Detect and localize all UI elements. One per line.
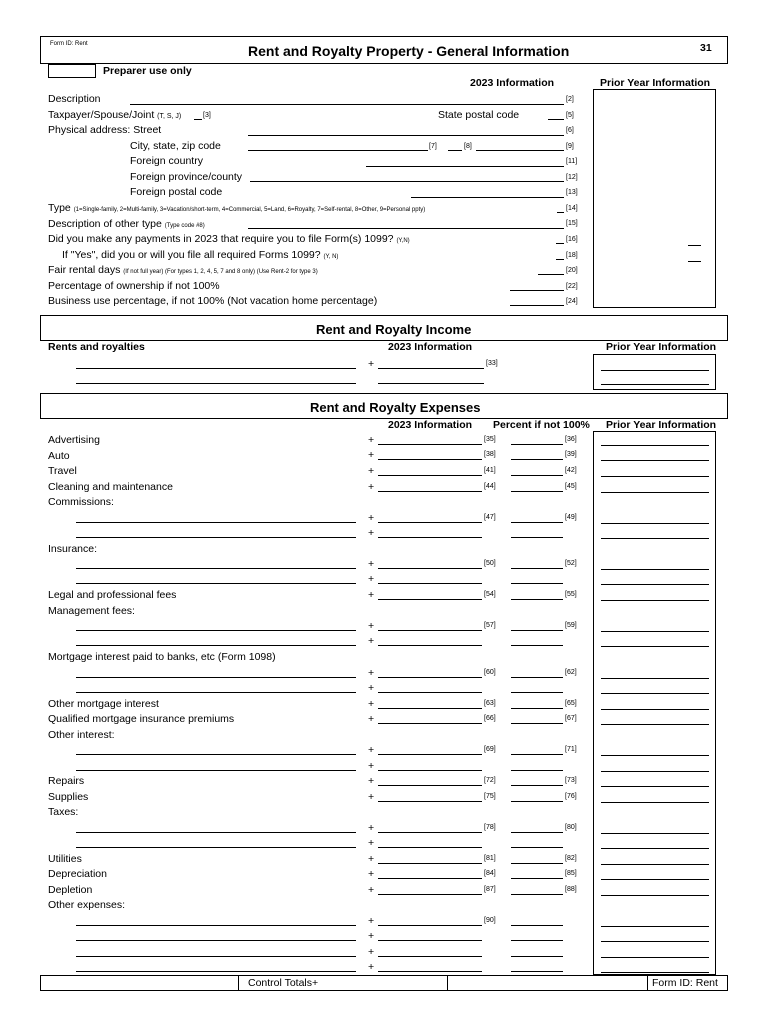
ref-11: [11] — [566, 158, 578, 165]
expense-advertising: Advertising — [48, 434, 100, 446]
expense-pct-field[interactable] — [511, 847, 563, 848]
footer-divider-1 — [238, 975, 239, 991]
expense-ref-a: [69] — [484, 746, 496, 753]
foreign-country-label: Foreign country — [130, 155, 203, 167]
expense-pct-field[interactable] — [511, 583, 563, 584]
expense-ref-a: [81] — [484, 855, 496, 862]
expense-prior-field[interactable] — [601, 709, 709, 710]
plus-sign: + — [368, 853, 375, 865]
plus-sign: + — [368, 915, 375, 927]
expense-prior-field[interactable] — [601, 445, 709, 446]
expense-ref-a: [41] — [484, 467, 496, 474]
expense-prior-field[interactable] — [601, 879, 709, 880]
expense-desc-field[interactable] — [76, 522, 356, 523]
expense-prior-field[interactable] — [601, 848, 709, 849]
ref-16: [16] — [566, 236, 578, 243]
expense-desc-field[interactable] — [76, 770, 356, 771]
expense-ref-a: [87] — [484, 886, 496, 893]
expense-ref-a: [75] — [484, 793, 496, 800]
plus-sign: + — [368, 512, 375, 524]
plus-sign: + — [368, 667, 375, 679]
expense-amount-field[interactable] — [378, 583, 482, 584]
expense-ref-a: [57] — [484, 622, 496, 629]
expense-amount-field[interactable] — [378, 522, 482, 523]
footer-form-id: Form ID: Rent — [652, 977, 718, 989]
fair-rental-days-text: Fair rental days — [48, 264, 121, 276]
expense-ref-b: [71] — [565, 746, 577, 753]
plus-sign: + — [368, 884, 375, 896]
expense-ref-a: [44] — [484, 483, 496, 490]
expense-amount-field[interactable] — [378, 847, 482, 848]
expense-pct-field[interactable] — [511, 645, 563, 646]
ref-24: [24] — [566, 298, 578, 305]
expense-pct-field[interactable] — [511, 444, 563, 445]
income-prior-1[interactable] — [601, 370, 709, 371]
state-postal-label: State postal code — [438, 109, 520, 121]
expense-prior-field[interactable] — [601, 972, 709, 973]
income-plus-1: + — [368, 358, 375, 370]
expense-ref-b: [55] — [565, 591, 577, 598]
expense-amount-field[interactable] — [378, 878, 482, 879]
expense-insurance: Insurance: — [48, 543, 98, 555]
expense-amount-field[interactable] — [378, 537, 482, 538]
plus-sign: + — [368, 961, 375, 973]
expense-ref-b: [36] — [565, 436, 577, 443]
expense-amount-field[interactable] — [378, 801, 482, 802]
expense-prior-field[interactable] — [601, 600, 709, 601]
expense-taxes: Taxes: — [48, 806, 79, 818]
expenses-prior-column — [593, 431, 716, 975]
ref-2: [2] — [566, 96, 574, 103]
expense-ref-a: [54] — [484, 591, 496, 598]
expense-amount-field[interactable] — [378, 894, 482, 895]
expense-amount-field[interactable] — [378, 785, 482, 786]
ref-18: [18] — [566, 252, 578, 259]
plus-sign: + — [368, 775, 375, 787]
expense-ref-a: [90] — [484, 917, 496, 924]
expense-prior-field[interactable] — [601, 941, 709, 942]
ref-9: [9] — [566, 143, 574, 150]
prior-if-yes-field[interactable] — [688, 261, 701, 262]
expense-mortgage-banks: Mortgage interest paid to banks, etc (Form 1098) — [48, 651, 276, 663]
expense-pct-field[interactable] — [511, 770, 563, 771]
expense-pct-field[interactable] — [511, 692, 563, 693]
page-title: Rent and Royalty Property - General Information — [248, 43, 570, 59]
city-field[interactable] — [248, 150, 428, 151]
plus-sign: + — [368, 713, 375, 725]
pct-ownership-label: Percentage of ownership if not 100% — [48, 280, 220, 292]
expense-ref-b: [65] — [565, 700, 577, 707]
expense-desc-field[interactable] — [76, 537, 356, 538]
expense-cleaning: Cleaning and maintenance — [48, 481, 173, 493]
description-field[interactable] — [130, 104, 564, 105]
ref-20: [20] — [566, 267, 578, 274]
footer-box — [40, 975, 728, 991]
expense-prior-field[interactable] — [601, 538, 709, 539]
type-field[interactable] — [557, 212, 564, 213]
plus-sign: + — [368, 682, 375, 694]
rents-royalties-header: Rents and royalties — [48, 341, 145, 353]
expense-ref-b: [62] — [565, 669, 577, 676]
expense-ref-a: [38] — [484, 451, 496, 458]
expense-prior-field[interactable] — [601, 646, 709, 647]
taxpayer-spouse-label — [48, 109, 181, 121]
expense-amount-field[interactable] — [378, 925, 482, 926]
expense-ref-b: [59] — [565, 622, 577, 629]
expense-pct-field[interactable] — [511, 537, 563, 538]
footer-divider-2 — [447, 975, 448, 991]
expense-other-mortgage: Other mortgage interest — [48, 698, 159, 710]
plus-sign: + — [368, 791, 375, 803]
expense-amount-field[interactable] — [378, 723, 482, 724]
expense-prior-field[interactable] — [601, 864, 709, 865]
expense-pct-field[interactable] — [511, 491, 563, 492]
expense-pct-field[interactable] — [511, 475, 563, 476]
preparer-use-label: Preparer use only — [103, 65, 192, 77]
expense-prior-field[interactable] — [601, 833, 709, 834]
expense-amount-field[interactable] — [378, 491, 482, 492]
form-id: Form ID: Rent — [50, 41, 88, 47]
expense-ref-a: [78] — [484, 824, 496, 831]
plus-sign: + — [368, 698, 375, 710]
payments-1099-codes: (Y,N) — [396, 238, 410, 244]
expense-desc-field[interactable] — [76, 832, 356, 833]
expense-desc-field[interactable] — [76, 630, 356, 631]
expense-amount-field[interactable] — [378, 971, 482, 972]
expense-ref-b: [52] — [565, 560, 577, 567]
desc-other-type-field[interactable] — [248, 228, 564, 229]
type-codes: (1=Single-family, 2=Multi-family, 3=Vacation/short-term, 4=Commercial, 5=Land, 6=Royalty, 7=Self-rental, 8=Other, 9=Personal ppty) — [73, 207, 426, 213]
prior-payments-1099-field[interactable] — [688, 245, 701, 246]
ref-8: [8] — [464, 143, 472, 150]
plus-sign: + — [368, 837, 375, 849]
taxpayer-spouse-field[interactable] — [194, 119, 202, 120]
expense-ref-b: [42] — [565, 467, 577, 474]
expense-pct-field[interactable] — [511, 677, 563, 678]
expenses-col-2023: 2023 Information — [388, 419, 473, 431]
foreign-postal-field[interactable] — [411, 197, 564, 198]
plus-sign: + — [368, 558, 375, 570]
preparer-use-box[interactable] — [48, 64, 96, 78]
expense-pct-field[interactable] — [511, 863, 563, 864]
expense-amount-field[interactable] — [378, 956, 482, 957]
expense-prior-field[interactable] — [601, 584, 709, 585]
ref-13: [13] — [566, 189, 578, 196]
foreign-postal-label: Foreign postal code — [130, 186, 223, 198]
col-2023-header: 2023 Information — [470, 77, 555, 89]
expense-prior-field[interactable] — [601, 460, 709, 461]
expense-prior-field[interactable] — [601, 492, 709, 493]
expense-repairs: Repairs — [48, 775, 85, 787]
physical-address-label: Physical address: Street — [48, 124, 162, 136]
ref-22: [22] — [566, 283, 578, 290]
foreign-province-label: Foreign province/county — [130, 171, 243, 183]
expense-ref-a: [50] — [484, 560, 496, 567]
expenses-col-pct: Percent if not 100% — [493, 419, 590, 431]
expense-desc-field[interactable] — [76, 645, 356, 646]
expense-qualified-mortgage: Qualified mortgage insurance premiums — [48, 713, 235, 725]
business-use-field[interactable] — [510, 305, 564, 306]
expense-management: Management fees: — [48, 605, 135, 617]
expense-amount-field[interactable] — [378, 754, 482, 755]
expense-amount-field[interactable] — [378, 459, 482, 460]
expense-amount-field[interactable] — [378, 568, 482, 569]
expense-ref-a: [63] — [484, 700, 496, 707]
expense-other: Other expenses: — [48, 899, 126, 911]
expense-prior-field[interactable] — [601, 802, 709, 803]
expense-amount-field[interactable] — [378, 832, 482, 833]
state-field[interactable] — [448, 150, 462, 151]
expense-pct-field[interactable] — [511, 568, 563, 569]
expense-pct-field[interactable] — [511, 599, 563, 600]
expense-prior-field[interactable] — [601, 926, 709, 927]
if-yes-codes: (Y, N) — [323, 254, 339, 260]
expense-supplies: Supplies — [48, 791, 89, 803]
expense-prior-field[interactable] — [601, 957, 709, 958]
ref-3: [3] — [203, 112, 211, 119]
expense-ref-a: [66] — [484, 715, 496, 722]
plus-sign: + — [368, 434, 375, 446]
expense-prior-field[interactable] — [601, 755, 709, 756]
expense-amount-field[interactable] — [378, 940, 482, 941]
expense-pct-field[interactable] — [511, 940, 563, 941]
plus-sign: + — [368, 449, 375, 461]
expense-prior-field[interactable] — [601, 523, 709, 524]
expense-pct-field[interactable] — [511, 894, 563, 895]
if-yes-text: If "Yes", did you or will you file all required Forms 1099? — [62, 249, 321, 261]
expense-prior-field[interactable] — [601, 631, 709, 632]
expense-other-interest: Other interest: — [48, 729, 115, 741]
ref-33: [33] — [486, 360, 498, 367]
plus-sign: + — [368, 481, 375, 493]
expense-legal: Legal and professional fees — [48, 589, 177, 601]
expense-pct-field[interactable] — [511, 878, 563, 879]
expense-prior-field[interactable] — [601, 724, 709, 725]
plus-sign: + — [368, 620, 375, 632]
desc-other-type-label — [48, 218, 205, 230]
expense-depreciation: Depreciation — [48, 868, 107, 880]
expense-pct-field[interactable] — [511, 971, 563, 972]
expenses-col-prior: Prior Year Information — [606, 419, 717, 431]
expense-desc-field[interactable] — [76, 940, 356, 941]
expense-prior-field[interactable] — [601, 476, 709, 477]
expense-pct-field[interactable] — [511, 723, 563, 724]
expense-ref-b: [88] — [565, 886, 577, 893]
plus-sign: + — [368, 465, 375, 477]
expense-prior-field[interactable] — [601, 678, 709, 679]
expense-ref-b: [73] — [565, 777, 577, 784]
street-field[interactable] — [248, 135, 564, 136]
expense-desc-field[interactable] — [76, 956, 356, 957]
expense-travel: Travel — [48, 465, 77, 477]
income-desc-2[interactable] — [76, 383, 356, 384]
expense-pct-field[interactable] — [511, 754, 563, 755]
plus-sign: + — [368, 635, 375, 647]
plus-sign: + — [368, 573, 375, 585]
expense-amount-field[interactable] — [378, 708, 482, 709]
income-amount-1[interactable] — [378, 368, 484, 369]
ref-12: [12] — [566, 174, 578, 181]
desc-other-type-note: (Type code #8) — [164, 223, 205, 229]
expense-pct-field[interactable] — [511, 925, 563, 926]
pct-ownership-field[interactable] — [510, 290, 564, 291]
payments-1099-field[interactable] — [556, 243, 564, 244]
expense-ref-b: [39] — [565, 451, 577, 458]
expense-desc-field[interactable] — [76, 568, 356, 569]
income-col-2023: 2023 Information — [388, 341, 473, 353]
income-col-prior: Prior Year Information — [606, 341, 717, 353]
expense-ref-b: [45] — [565, 483, 577, 490]
ref-14: [14] — [566, 205, 578, 212]
page-number: 31 — [700, 42, 712, 54]
expense-prior-field[interactable] — [601, 786, 709, 787]
type-label — [48, 202, 425, 214]
payments-1099-text: Did you make any payments in 2023 that require you to file Form(s) 1099? — [48, 233, 394, 245]
expense-pct-field[interactable] — [511, 832, 563, 833]
expense-amount-field[interactable] — [378, 770, 482, 771]
plus-sign: + — [368, 527, 375, 539]
expense-amount-field[interactable] — [378, 630, 482, 631]
expense-desc-field[interactable] — [76, 925, 356, 926]
fair-rental-days-label — [48, 264, 318, 276]
income-amount-2[interactable] — [378, 383, 484, 384]
fair-rental-days-field[interactable] — [538, 274, 564, 275]
expense-ref-a: [84] — [484, 870, 496, 877]
plus-sign: + — [368, 930, 375, 942]
footer-divider-3 — [647, 975, 648, 991]
expense-ref-a: [47] — [484, 514, 496, 521]
expense-pct-field[interactable] — [511, 630, 563, 631]
income-title: Rent and Royalty Income — [316, 322, 472, 337]
expense-amount-field[interactable] — [378, 645, 482, 646]
expense-ref-a: [60] — [484, 669, 496, 676]
plus-sign: + — [368, 589, 375, 601]
expense-desc-field[interactable] — [76, 754, 356, 755]
expense-prior-field[interactable] — [601, 693, 709, 694]
zip-field[interactable] — [476, 150, 564, 151]
expense-amount-field[interactable] — [378, 475, 482, 476]
expense-amount-field[interactable] — [378, 692, 482, 693]
expense-pct-field[interactable] — [511, 956, 563, 957]
expense-ref-b: [76] — [565, 793, 577, 800]
foreign-province-field[interactable] — [250, 181, 564, 182]
expense-pct-field[interactable] — [511, 708, 563, 709]
expense-depletion: Depletion — [48, 884, 93, 896]
payments-1099-label — [48, 233, 410, 245]
taxpayer-spouse-codes: (T, S, J) — [157, 113, 182, 120]
expense-ref-b: [82] — [565, 855, 577, 862]
expense-ref-a: [35] — [484, 436, 496, 443]
expense-desc-field[interactable] — [76, 971, 356, 972]
expense-prior-field[interactable] — [601, 771, 709, 772]
expense-pct-field[interactable] — [511, 785, 563, 786]
prior-year-column — [593, 89, 716, 308]
foreign-country-field[interactable] — [366, 166, 564, 167]
expense-ref-b: [80] — [565, 824, 577, 831]
plus-sign: + — [368, 760, 375, 772]
col-prior-header: Prior Year Information — [600, 77, 711, 89]
expense-amount-field[interactable] — [378, 863, 482, 864]
expense-amount-field[interactable] — [378, 444, 482, 445]
business-use-label: Business use percentage, if not 100% (Not vacation home percentage) — [48, 295, 378, 307]
taxpayer-spouse-text: Taxpayer/Spouse/Joint — [48, 109, 155, 121]
expense-amount-field[interactable] — [378, 599, 482, 600]
expense-ref-b: [49] — [565, 514, 577, 521]
ref-6: [6] — [566, 127, 574, 134]
expense-desc-field[interactable] — [76, 847, 356, 848]
desc-other-type-text: Description of other type — [48, 218, 162, 230]
income-prior-2[interactable] — [601, 384, 709, 385]
expense-pct-field[interactable] — [511, 522, 563, 523]
control-totals: Control Totals+ — [248, 977, 319, 989]
expense-amount-field[interactable] — [378, 677, 482, 678]
expense-pct-field[interactable] — [511, 801, 563, 802]
state-postal-field[interactable] — [548, 119, 564, 120]
expense-pct-field[interactable] — [511, 459, 563, 460]
ref-5: [5] — [566, 112, 574, 119]
expenses-title: Rent and Royalty Expenses — [310, 400, 481, 415]
if-yes-field[interactable] — [556, 259, 564, 260]
expense-prior-field[interactable] — [601, 569, 709, 570]
income-desc-1[interactable] — [76, 368, 356, 369]
expense-utilities: Utilities — [48, 853, 82, 865]
expense-desc-field[interactable] — [76, 583, 356, 584]
plus-sign: + — [368, 868, 375, 880]
fair-rental-days-note: (If not full year) (For types 1, 2, 4, 5, 7 and 8 only) (Use Rent-2 for type 3) — [123, 269, 318, 275]
expense-prior-field[interactable] — [601, 895, 709, 896]
expense-auto: Auto — [48, 450, 70, 462]
expense-ref-a: [72] — [484, 777, 496, 784]
ref-15: [15] — [566, 220, 578, 227]
city-state-zip-label: City, state, zip code — [130, 140, 221, 152]
plus-sign: + — [368, 744, 375, 756]
description-label: Description — [48, 93, 101, 105]
expense-desc-field[interactable] — [76, 692, 356, 693]
if-yes-label — [62, 249, 338, 261]
plus-sign: + — [368, 822, 375, 834]
expense-ref-b: [85] — [565, 870, 577, 877]
expense-ref-b: [67] — [565, 715, 577, 722]
expense-desc-field[interactable] — [76, 677, 356, 678]
type-text: Type — [48, 202, 71, 214]
plus-sign: + — [368, 946, 375, 958]
ref-7: [7] — [429, 143, 437, 150]
expense-commissions: Commissions: — [48, 496, 114, 508]
